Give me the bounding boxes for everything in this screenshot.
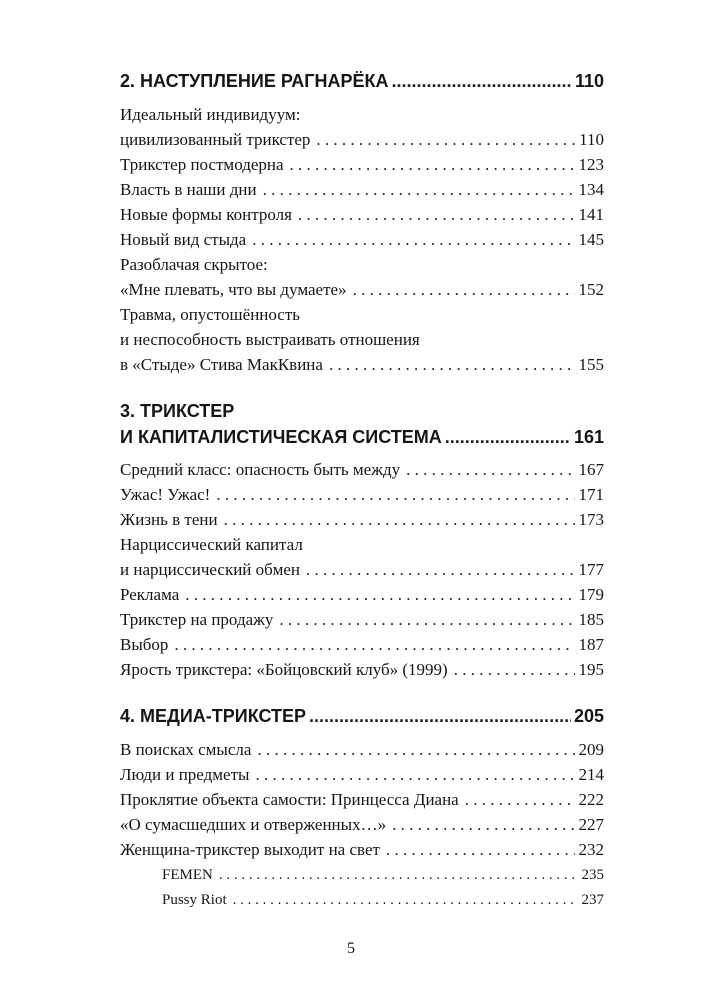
entry-title: Идеальный индивидуум:	[120, 105, 301, 124]
dot-leader	[316, 129, 575, 151]
dot-leader	[406, 459, 574, 481]
entry-title: Проклятие объекта самости: Принцесса Диана	[120, 790, 459, 809]
dot-leader	[224, 509, 575, 531]
toc-entry[interactable]	[120, 129, 604, 151]
entry-title: Ярость трикстера: «Бойцовский клуб» (1999)	[120, 660, 448, 679]
entry-title: Травма, опустошённость	[120, 305, 301, 324]
toc-entry[interactable]	[120, 659, 604, 681]
entry-page: 185	[578, 610, 604, 629]
toc-entry[interactable]	[120, 789, 604, 811]
toc-entry[interactable]	[120, 254, 604, 276]
entry-title: Реклама	[120, 585, 180, 604]
toc-entry[interactable]	[120, 534, 604, 556]
dot-leader	[233, 889, 578, 911]
toc-heading-section-3[interactable]	[120, 425, 604, 449]
dot-leader	[279, 609, 574, 631]
entry-page: 209	[578, 740, 604, 759]
entry-title: и нарциссический обмен	[120, 560, 301, 579]
dot-leader	[219, 864, 578, 886]
heading-page: 161	[573, 427, 604, 447]
toc-entry[interactable]	[120, 634, 604, 656]
entry-title: «О сумасшедших и отверженных…»	[120, 815, 387, 834]
entry-title: Власть в наши дни	[120, 180, 257, 199]
dot-leader	[185, 584, 574, 606]
dot-leader	[290, 154, 575, 176]
toc-entry[interactable]	[120, 229, 604, 251]
entry-page: 235	[581, 867, 604, 883]
entry-title: Ужас! Ужас!	[120, 485, 211, 504]
toc-heading-section-3-line-1[interactable]	[120, 399, 604, 423]
heading-title: 2. НАСТУПЛЕНИЕ РАГНАРЁКА	[120, 71, 389, 91]
toc-entry[interactable]	[120, 179, 604, 201]
heading-page: 110	[574, 71, 604, 91]
toc-entry[interactable]	[120, 559, 604, 581]
entry-title: Женщина-трикстер выходит на свет	[120, 840, 380, 859]
entry-title: FEMEN	[162, 867, 213, 883]
entry-page: 110	[579, 130, 604, 149]
toc-entry[interactable]	[120, 484, 604, 506]
toc-entry[interactable]	[120, 104, 604, 126]
entry-page: 134	[578, 180, 604, 199]
dot-leader	[465, 789, 575, 811]
toc-heading-section-2[interactable]	[120, 69, 604, 93]
entry-page: 222	[578, 790, 604, 809]
dot-leader	[454, 659, 575, 681]
entry-title: Средний класс: опасность быть между	[120, 460, 401, 479]
entry-page: 179	[578, 585, 604, 604]
dot-leader	[309, 704, 571, 728]
toc-entry[interactable]	[120, 204, 604, 226]
dot-leader	[353, 279, 575, 301]
dot-leader	[391, 69, 571, 93]
page-number: 5	[347, 940, 355, 957]
dot-leader	[255, 764, 574, 786]
heading-page: 205	[573, 706, 604, 726]
entry-title: цивилизованный трикстер	[120, 130, 311, 149]
dot-leader	[329, 354, 575, 376]
toc-subentry[interactable]	[162, 889, 604, 911]
toc-entry[interactable]	[120, 329, 604, 351]
entry-page: 237	[581, 892, 604, 908]
toc-entry[interactable]	[120, 584, 604, 606]
toc-entry[interactable]	[120, 609, 604, 631]
entry-page: 173	[578, 510, 604, 529]
toc-entry[interactable]	[120, 764, 604, 786]
toc-entry[interactable]	[120, 354, 604, 376]
entry-page: 187	[578, 635, 604, 654]
dot-leader	[257, 739, 574, 761]
entry-page: 232	[578, 840, 604, 859]
entry-page: 123	[578, 155, 604, 174]
heading-title: 4. МЕДИА-ТРИКСТЕР	[120, 706, 307, 726]
entry-title: В поисках смысла	[120, 740, 252, 759]
toc-entry[interactable]	[120, 739, 604, 761]
entry-title: Трикстер на продажу	[120, 610, 274, 629]
entry-page: 227	[578, 815, 604, 834]
entry-title: Выбор	[120, 635, 169, 654]
dot-leader	[263, 179, 575, 201]
toc-entry[interactable]	[120, 459, 604, 481]
entry-title: Нарциссический капитал	[120, 535, 303, 554]
dot-leader	[216, 484, 574, 506]
entry-page: 195	[578, 660, 604, 679]
dot-leader	[386, 839, 575, 861]
toc-entry[interactable]	[120, 839, 604, 861]
toc-entry[interactable]	[120, 509, 604, 531]
heading-title: 3. ТРИКСТЕР	[120, 401, 235, 421]
dot-leader	[392, 814, 574, 836]
dot-leader	[252, 229, 574, 251]
toc-entry[interactable]	[120, 279, 604, 301]
dot-leader	[174, 634, 574, 656]
toc-heading-section-4[interactable]	[120, 704, 604, 728]
entry-title: Трикстер постмодерна	[120, 155, 284, 174]
toc-entry[interactable]	[120, 154, 604, 176]
entry-page: 152	[578, 280, 604, 299]
entry-title: Жизнь в тени	[120, 510, 218, 529]
entry-page: 141	[578, 205, 604, 224]
entry-title: в «Стыде» Стива МакКвина	[120, 355, 323, 374]
entry-title: Новые формы контроля	[120, 205, 292, 224]
entry-page: 167	[578, 460, 604, 479]
entry-title: Pussy Riot	[162, 892, 227, 908]
entry-title: Новый вид стыда	[120, 230, 247, 249]
entry-page: 155	[578, 355, 604, 374]
dot-leader	[298, 204, 575, 226]
entry-title: и неспособность выстраивать отношения	[120, 330, 420, 349]
dot-leader	[445, 425, 571, 449]
toc-subentry[interactable]	[162, 864, 604, 886]
entry-title: Люди и предметы	[120, 765, 250, 784]
entry-page: 214	[578, 765, 604, 784]
toc-entry[interactable]	[120, 814, 604, 836]
entry-title: Разоблачая скрытое:	[120, 255, 268, 274]
entry-page: 171	[578, 485, 604, 504]
heading-title: И КАПИТАЛИСТИЧЕСКАЯ СИСТЕМА	[120, 427, 442, 447]
entry-page: 177	[578, 560, 604, 579]
entry-page: 145	[578, 230, 604, 249]
toc-entry[interactable]	[120, 304, 604, 326]
dot-leader	[306, 559, 574, 581]
entry-title: «Мне плевать, что вы думаете»	[120, 280, 347, 299]
